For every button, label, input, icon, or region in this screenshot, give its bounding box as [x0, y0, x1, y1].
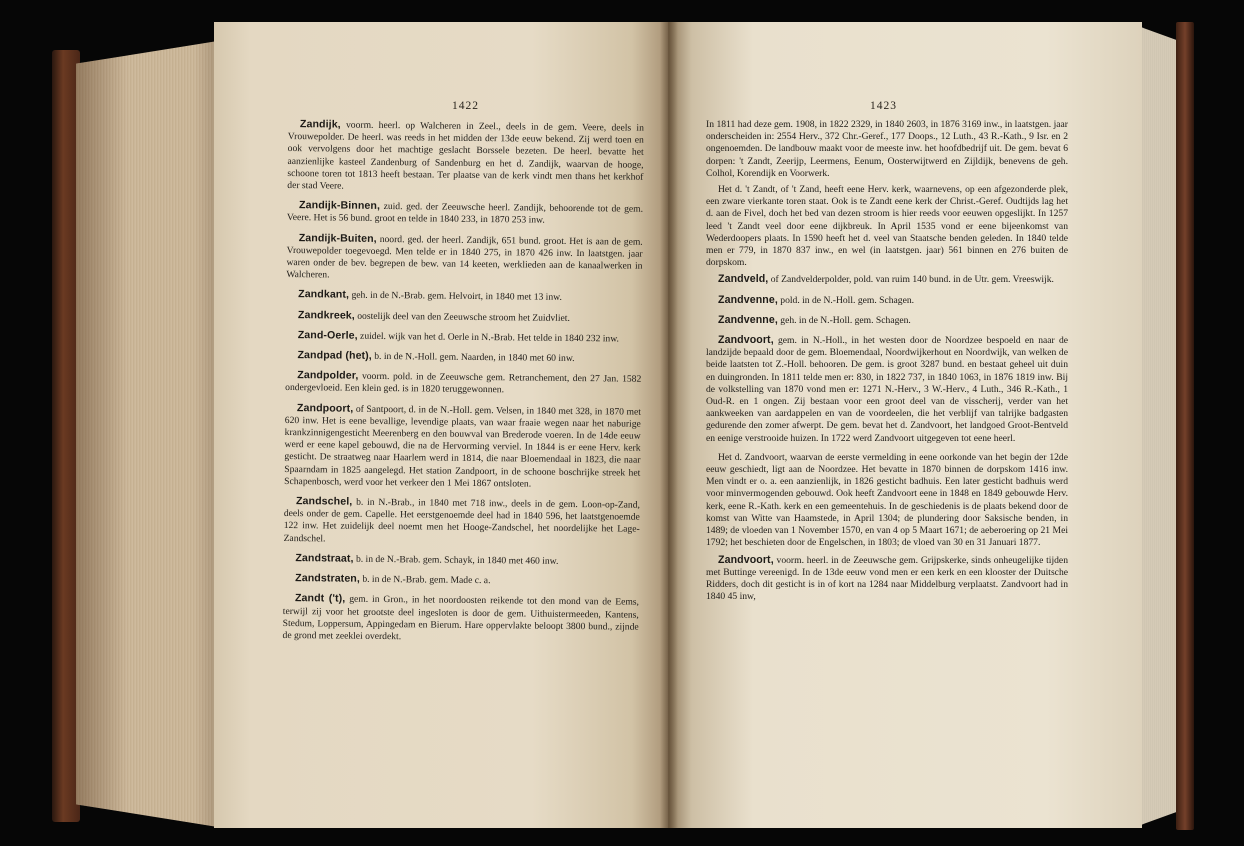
entry-body: voorm. heerl. op Walcheren in Zeel., deels in de gem. Veere, deels in Vrouwepolder. De heerl. was reeds in het midden der 13de eeuw bekend. Zij werd toen en ook vervolgens door het machtige geslacht Borssele bezeten. De heerl. bevatte het aanzienlijke kasteel Zandenburg of Sandenburg en het d. Zandijk, waarvan de hooge, schoone toren tot 1813 heeft bestaan. Ter plaatse van de kerk vindt men thans het kerkhof der stad Veere.: [287, 119, 644, 192]
dictionary-entry: [286, 288, 642, 305]
dictionary-entry: [706, 294, 1068, 307]
headword: Zandschel,: [295, 495, 353, 508]
dictionary-entry: [283, 552, 639, 569]
headword: Zandijk-Binnen,: [299, 199, 381, 213]
continued-paragraph: In 1811 had deze gem. 1908, in 1822 2329, in 1840 2603, in 1876 3169 inw., in laatstgen. jaar onderscheiden in: 2554 Herv., 372 Chr.-Geref., 177 Doops., 12 Luth., 43 R.-Kath., 9 Isr. en 2 ongenoemden. De landbouw maakt voor de meeste inw. het hoofdbedrijf uit. De gem. bevat 6 dorpen: 't Zandt, Zeerijp, Leermens, Eenum, Oosterwijtwerd en Zijldijk, benevens de geh. Colhol, Korendijk en Voorwerk.: [706, 119, 1068, 179]
entry-body: voorm. pold. in de Zeeuwsche gem. Retranchement, den 27 Jan. 1582 ondergevloeid. Een klein ged. is in 1820 teruggewonnen.: [285, 371, 642, 396]
headword: Zandpoort,: [296, 401, 354, 415]
entry-body: oostelijk deel van den Zeeuwsche stroom het Zuidvliet.: [354, 310, 570, 324]
entry-body: b. in de N.-Brab. gem. Made c. a.: [359, 573, 491, 587]
right-page: [668, 22, 1142, 828]
headword: Zandkreek,: [297, 308, 355, 322]
right-cover: [1176, 22, 1194, 830]
dictionary-entry: [706, 314, 1068, 327]
headword: Zandijk,: [299, 118, 341, 131]
headword: Zandvoort,: [718, 334, 774, 347]
headword: Zandvoort,: [718, 553, 774, 566]
dictionary-entry: [285, 349, 641, 366]
dictionary-entry: [286, 309, 642, 326]
right-page-text: [706, 119, 1068, 610]
dictionary-entry: [706, 334, 1068, 445]
left-page: [214, 22, 668, 828]
entry-body: of Zandvelderpolder, pold. van ruim 140 bund. in de Utr. gem. Vreeswijk.: [768, 274, 1054, 286]
dictionary-entry: [286, 329, 642, 346]
headword: Zandstraat,: [295, 551, 354, 565]
entry-body: b. in de N.-Brab. gem. Schayk, in 1840 met 460 inw.: [353, 553, 559, 567]
entry-body: of Santpoort, d. in de N.-Holl. gem. Velsen, in 1840 met 328, in 1870 met 620 inw. Het is eene bevallige, levendige plaats, van waar fraaie wegen naar het naburige krankzinnigengesticht Meerenberg en den bouwval van Brederode voeren. In de 14de eeuw werd er eene kapel gebouwd, die na de Hervorming verviel. In 1844 is er eene Herv. kerk gesticht. De straatweg naar Haarlem werd in 1814, die naar Bloemendaal in 1823, die naar Spaarndam in 1825 aangelegd. Het station Zandpoort, in de schoone boschrijke streek het Schapenbosch, werd voor het verkeer den 1 Mei 1867 ontsloten.: [284, 403, 641, 490]
entry-body: geh. in de N.-Brab. gem. Helvoirt, in 1840 met 13 inw.: [349, 290, 562, 304]
dictionary-entry: [283, 592, 640, 646]
entry-body: b. in N.-Brab., in 1840 met 718 inw., deels in de gem. Loon-op-Zand, deels onder de gem. Capelle. Het eerstgenoemde deel had in 1840 596, het laatstgenoemde 122 inw. Het zuidelijk deel noemt men het Hooge-Zandschel, het noordelijke het Lage-Zandschel.: [283, 496, 641, 545]
book-gutter: [660, 22, 678, 828]
left-cover: [52, 50, 80, 822]
headword: Zandpad (het),: [297, 349, 372, 362]
dictionary-entry: [286, 232, 643, 286]
dictionary-entry: [706, 554, 1068, 604]
dictionary-entry: [283, 572, 639, 589]
headword: Zand-Oerle,: [297, 328, 358, 342]
dictionary-entry: [287, 118, 644, 196]
page-number-right: 1423: [870, 100, 897, 112]
entry-body: zuidel. wijk van het d. Oerle in N.-Brab. Het telde in 1840 232 inw.: [357, 330, 620, 345]
entry-body: voorm. heerl. in de Zeeuwsche gem. Grijpskerke, sinds onheugelijke tijden met Buttinge vereenigd. In de 13de eeuw vond men er een kerk en een klooster der Duitsche Ridders, doch dit gesticht is in of kort na 1284 naar Middelburg verplaatst. Zandvoort had in 1840 45 inw,: [706, 554, 1068, 603]
headword: Zandpolder,: [297, 369, 359, 383]
dictionary-entry: [284, 495, 641, 549]
headword: Zandvenne,: [718, 313, 778, 326]
paragraph: Het d. 't Zandt, of 't Zand, heeft eene Herv. kerk, waarnevens, op een afgezonderde plek, een zware vierkante toren staat. Ook is te Zandt eene kerk der Christ.-Geref. Oudtijds lag het d. aan de Fivel, doch het bed van dezen stroom is hier reeds voor eeuwen opgeslijkt. In 1257 leed 't Zandt veel door eene dijkbreuk. In April 1535 vond er eene bijeenkomst van Wederdoopers plaats. In 1590 heeft het d. veel van Staatsche benden geleden. In 1840 telde men er 779, in 1870 837 inw., en wel (in laatstgen. jaar) 561 binnen en 276 buiten de dorpskom.: [706, 184, 1068, 269]
entry-body: b. in de N.-Holl. gem. Naarden, in 1840 met 60 inw.: [371, 350, 575, 365]
page-number-left: 1422: [452, 100, 479, 112]
dictionary-entry: [706, 273, 1068, 286]
dictionary-entry: [287, 199, 643, 228]
entry-body: gem. in Gron., in het noordoosten reikende tot den mond van de Eems, terwijl zij voor het grootste deel ingesloten is door de gem. Uithuistermeeden, Kantens, Stedum, Loppersum, Appingedam en Bierum. Hare oppervlakte beloopt 3800 bund., zijnde de grond met zeeklei overdekt.: [282, 593, 640, 643]
dictionary-entry: [284, 402, 641, 492]
dictionary-entry: [285, 369, 641, 398]
entry-body: geh. in de N.-Holl. gem. Schagen.: [777, 314, 911, 326]
headword: Zandt ('t),: [294, 592, 346, 605]
headword: Zandveld,: [718, 273, 769, 286]
entry-body: noord. ged. der heerl. Zandijk, 651 bund. groot. Het is aan de gem. Vrouwepolder toegevoegd. Men telde er in 1840 275, in 1870 426 inw. In laatstgen. jaar waren onder de bev. begrepen de bew. van 14 keeten, werklieden aan de kanaalwerken in Walcheren.: [286, 233, 643, 281]
entry-body: pold. in de N.-Holl. gem. Schagen.: [777, 294, 915, 306]
entry-body: zuid. ged. der Zeeuwsche heerl. Zandijk, behoorende tot de gem. Veere. Het is 56 bund. groot en telde in 1840 233, in 1870 253 inw.: [286, 201, 644, 227]
paragraph: Het d. Zandvoort, waarvan de eerste vermelding in eene oorkonde van het begin der 12de eeuw geschiedt, ligt aan de Noordzee. Het bevatte in 1870 binnen de dorpskom 1416 inw. Men vindt er o. a. een aanzienlijk, in 1826 gesticht badhuis. Een later gesticht badhuis werd voor minvermogenden gebouwd. Ook heeft Zandvoort eene in 1848 en 1849 gebouwde Herv. kerk, eene R.-Kath. kerk en een gemeentehuis. In de geschiedenis is de plaats bekend door de komst van Witte van Haamstede, in April 1304; de plundering door Saksische benden, in 1489; de vloeden van 1 November 1570, en van 4 op 5 Maart 1671; de aeberoering op 21 Mei 1792; het beschieten door de Engelschen, in 1803; de vloed van 30 en 31 Januari 1877.: [706, 451, 1068, 549]
headword: Zandvenne,: [718, 293, 778, 306]
left-page-edges: [76, 40, 224, 828]
headword: Zandstraten,: [295, 572, 361, 585]
entry-body: gem. in N.-Holl., in het westen door de Noordzee bespoeld en naar de landzijde bepaald door de gem. Bloemendaal, Noordwijkerhout en Noordwijk, van welken de beide laatsten tot Z.-Holl. behooren. De gem. is groot 3287 bund. en bestaat geheel uit duin en duingronden. In 1811 telde men er: 830, in 1822 737, in 1840 1063, in 1876 1819 inw. Bij de volkstelling van 1870 vond men er: 1271 N.-Herv., 3 W.-Herv., 4 Luth., 346 R.-Kath., 1 Oud-R. en 1 ongen. Zij bestaan voor een groot deel van de visscherij, verder van het aankweeken van aardappelen en van de voordeelen, die het verblijf van talrijke badgasten gedurende den zomer afwerpt. De gem. bevat het d. Zandvoort, het landgoed Groot-Bentveld en eenige verstrooide huizen. In 1722 werd Zandvoort uitgegeven tot eene heerl.: [706, 335, 1068, 444]
headword: Zandkant,: [298, 288, 350, 302]
headword: Zandijk-Buiten,: [298, 231, 377, 245]
left-page-text: [282, 118, 644, 653]
